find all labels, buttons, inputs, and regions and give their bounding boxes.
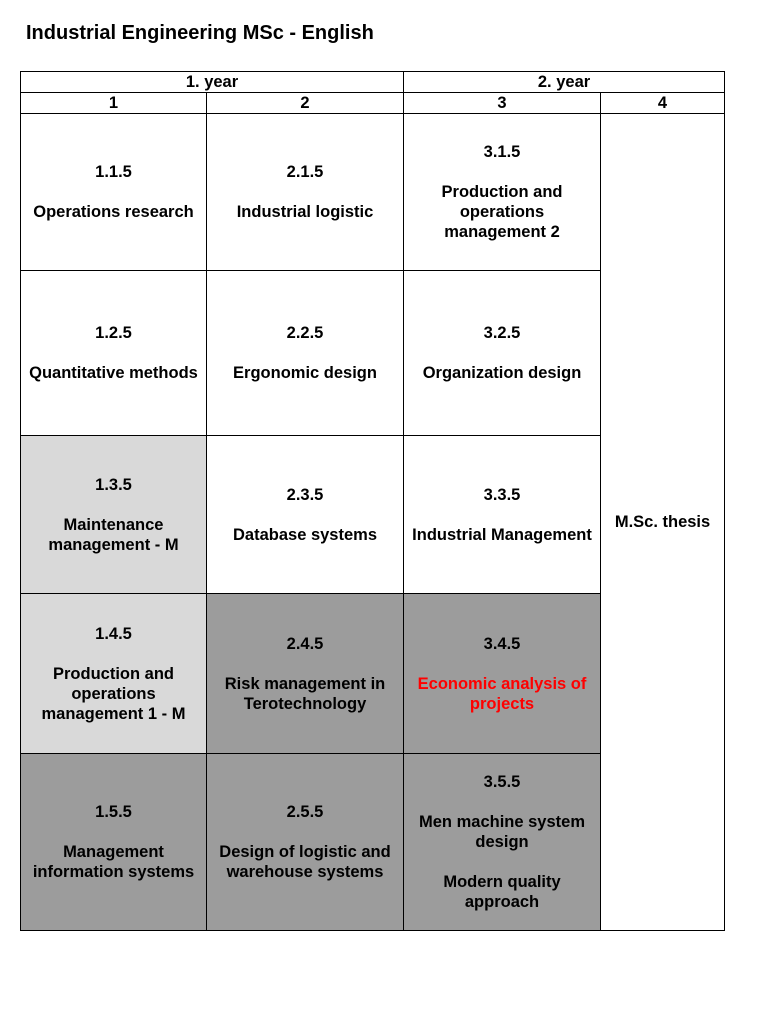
course-code: 3.3.5: [483, 485, 521, 504]
course-cell-3-1-5: [404, 114, 601, 271]
course-name-secondary: Modern quality approach: [443, 873, 561, 911]
page-title: Industrial Engineering MSc - English: [26, 22, 374, 44]
course-cell-3-4-5: [404, 594, 601, 754]
course-code: 1.2.5: [95, 324, 132, 342]
course-cell-2-5-5: [207, 754, 404, 931]
thesis-label: M.Sc. thesis: [614, 513, 711, 531]
course-code: 2.1.5: [286, 163, 324, 181]
semester-1-header: 1: [21, 93, 207, 114]
course-code: 2.2.5: [286, 324, 324, 342]
course-name: Operations research: [33, 203, 194, 221]
course-name: Quantitative methods: [29, 364, 198, 382]
course-name: Maintenance management - M: [48, 515, 179, 554]
course-name: Industrial Management: [412, 525, 592, 544]
course-cell-2-2-5: [207, 271, 404, 436]
semester-header-row: [21, 93, 725, 114]
course-cell-1-5-5: [21, 754, 207, 931]
course-code: 3.2.5: [483, 324, 521, 342]
course-code: 1.1.5: [95, 163, 132, 181]
course-name: Production and operations management 2: [441, 183, 563, 241]
thesis-cell: [601, 114, 725, 931]
course-cell-3-2-5: [404, 271, 601, 436]
course-code: 3.4.5: [483, 634, 521, 653]
course-name: Industrial logistic: [236, 203, 374, 221]
course-cell-1-1-5: [21, 114, 207, 271]
course-code: 3.5.5: [483, 773, 521, 791]
course-cell-3-5-5: [404, 754, 601, 931]
course-code: 2.3.5: [286, 485, 324, 504]
course-cell-1-4-5: [21, 594, 207, 754]
course-cell-3-3-5: [404, 436, 601, 594]
course-cell-2-1-5: [207, 114, 404, 271]
course-cell-2-4-5: [207, 594, 404, 754]
semester-4-header: 4: [601, 93, 725, 114]
course-name: Database systems: [233, 525, 378, 544]
course-code: 2.5.5: [286, 803, 324, 821]
course-cell-2-3-5: [207, 436, 404, 594]
course-code: 1.5.5: [95, 803, 132, 821]
year-1-header: 1. year: [21, 72, 404, 93]
curriculum-table: [20, 71, 725, 931]
course-cell-1-2-5: [21, 271, 207, 436]
year-2-header: 2. year: [404, 72, 725, 93]
course-name-highlighted: Economic analysis of projects: [417, 674, 587, 713]
course-name: Risk management in Terotechnology: [224, 674, 386, 713]
course-name: Design of logistic and warehouse systems: [219, 843, 391, 881]
semester-3-header: 3: [404, 93, 601, 114]
course-name: Ergonomic design: [233, 364, 377, 382]
course-name: Production and operations management 1 - M: [41, 664, 186, 723]
course-code: 3.1.5: [483, 143, 521, 161]
course-name: Organization design: [422, 364, 582, 382]
semester-2-header: 2: [207, 93, 404, 114]
course-name: Management information systems: [32, 843, 195, 881]
course-cell-1-3-5: [21, 436, 207, 594]
course-code: 1.3.5: [95, 475, 132, 494]
table-row: [21, 114, 725, 271]
course-code: 1.4.5: [95, 624, 132, 643]
year-header-row: [21, 72, 725, 93]
course-name: Men machine system design: [419, 813, 585, 851]
course-code: 2.4.5: [286, 634, 324, 653]
